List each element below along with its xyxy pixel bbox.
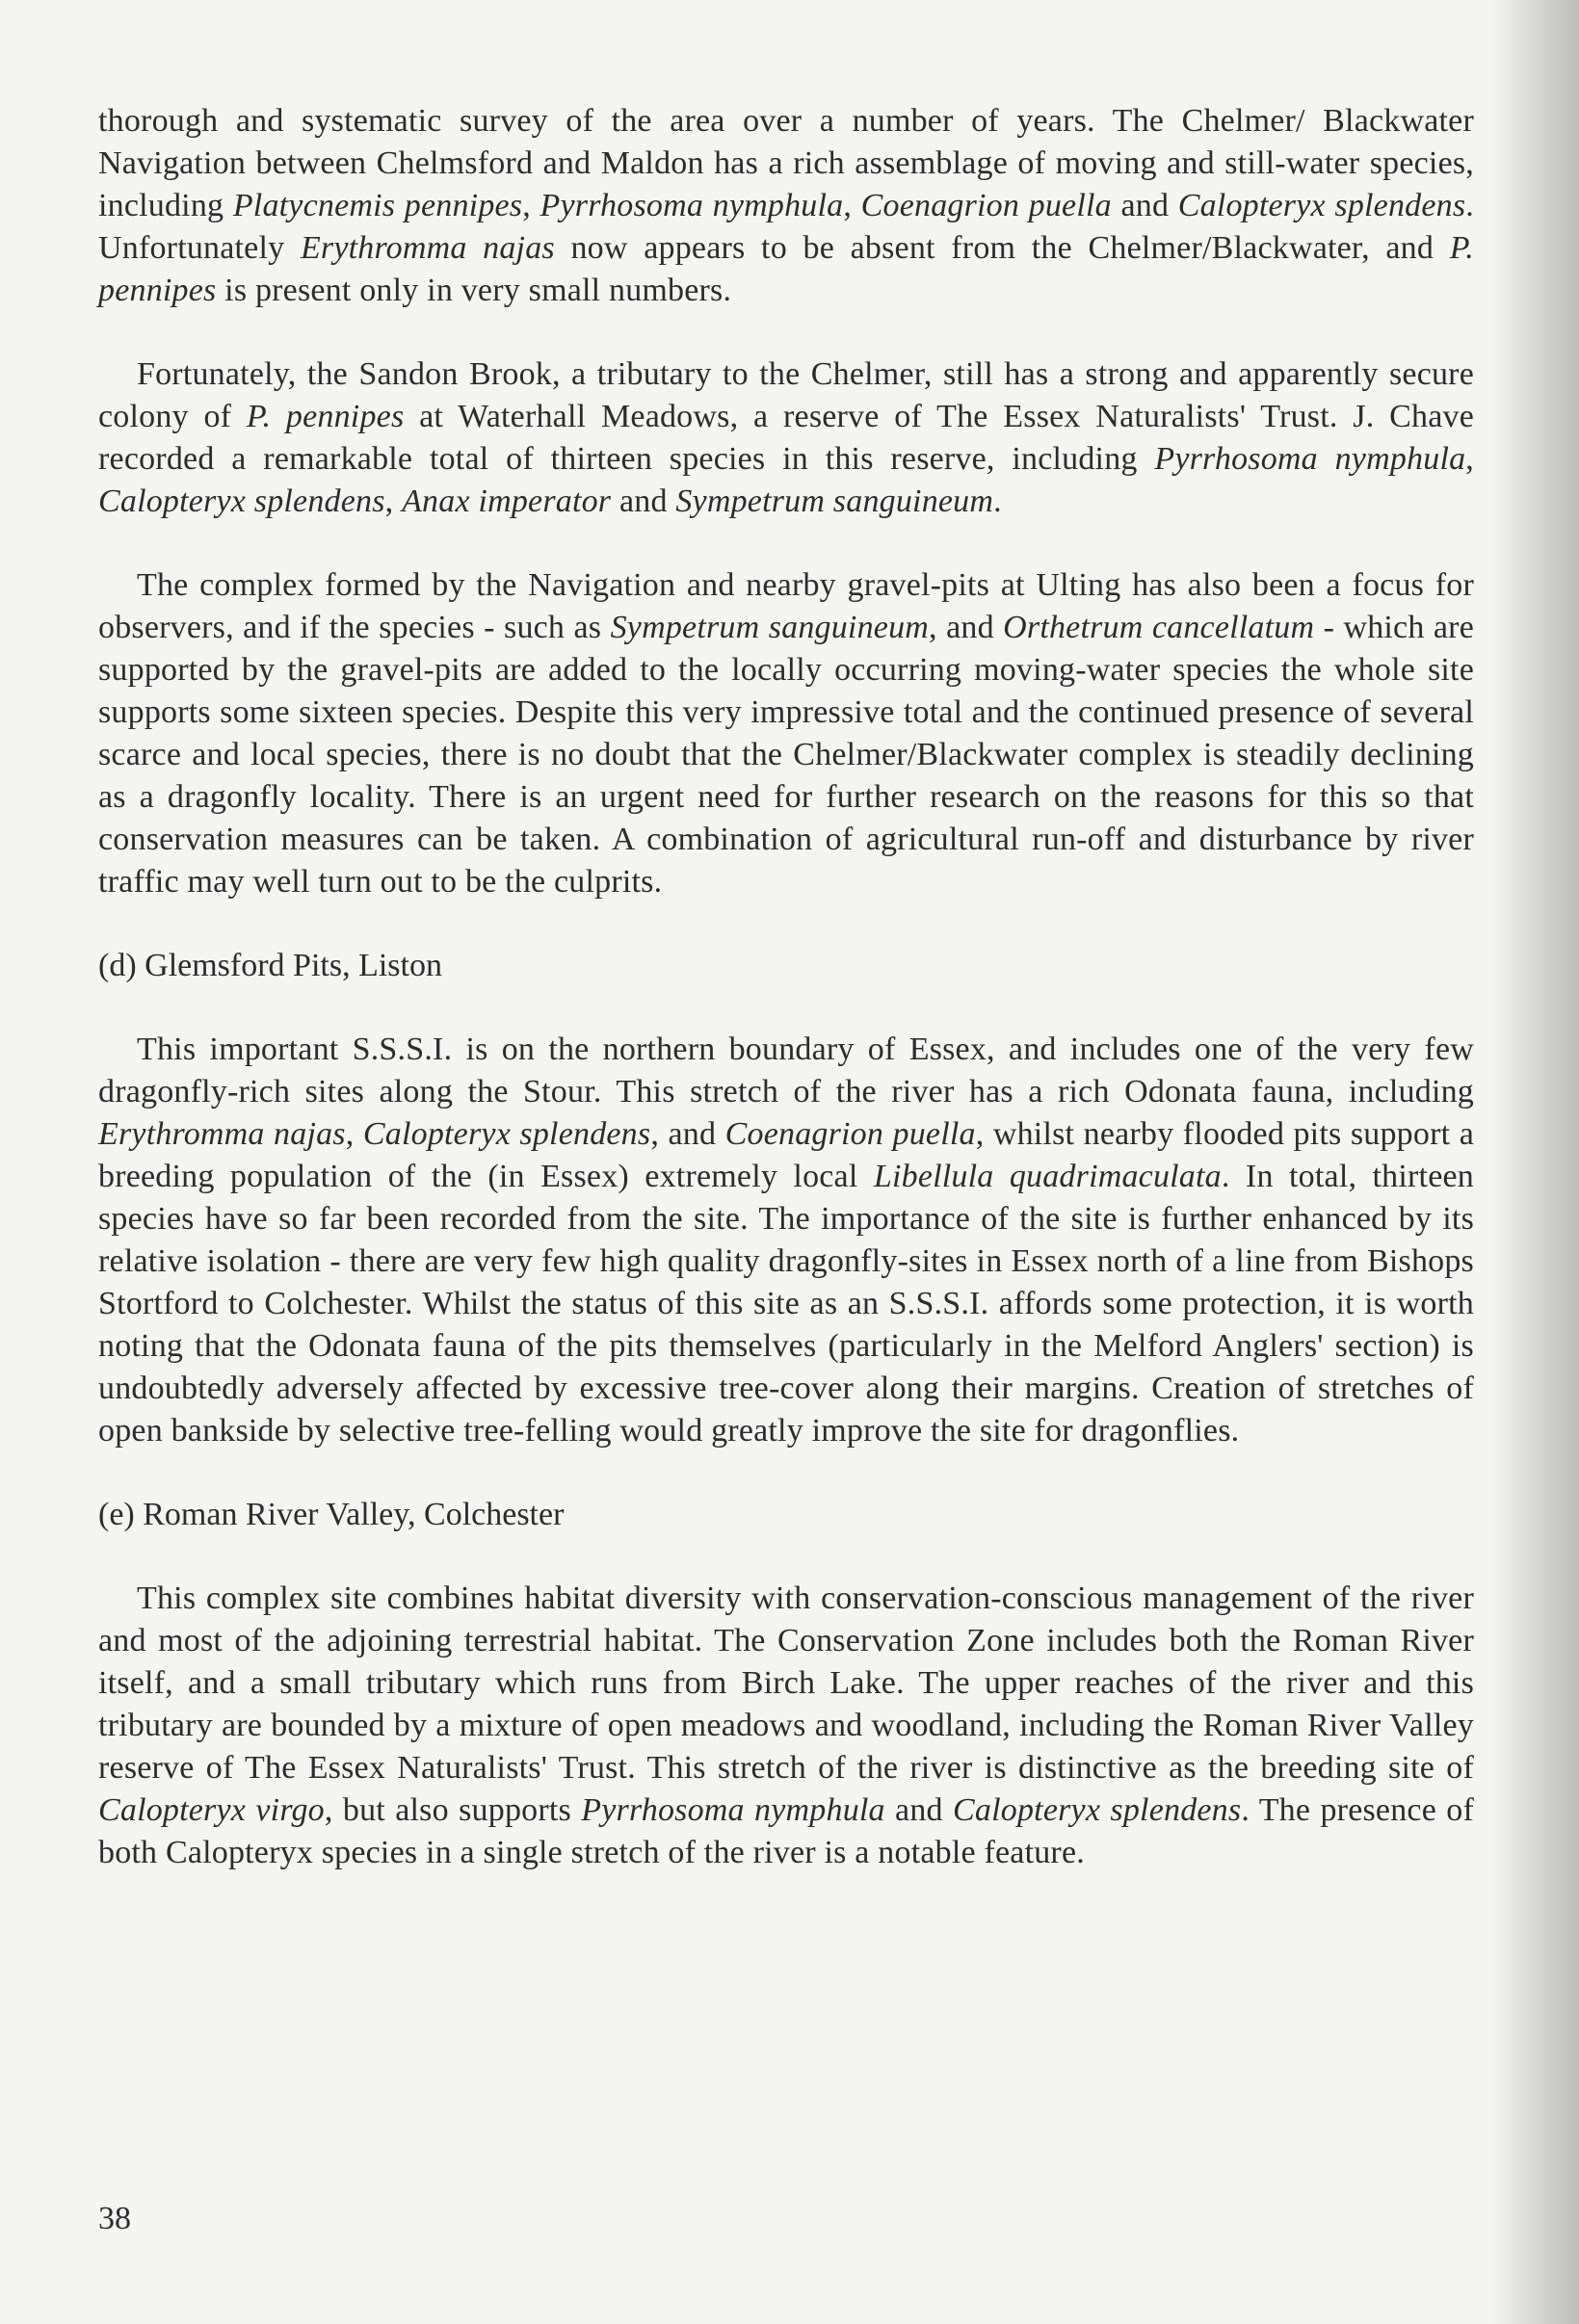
species-name: Platycnemis pennipes	[232, 188, 523, 223]
species-name: Coenagrion puella	[860, 188, 1112, 223]
page-body	[98, 100, 1474, 1874]
text-run: . Unfortunately	[98, 188, 1474, 266]
text-run: is present only in very small numbers.	[216, 273, 732, 308]
section-heading-glemsford: (d) Glemsford Pits, Liston	[98, 948, 442, 983]
text-run: ,	[1465, 441, 1474, 477]
text-run: Fortunately, the Sandon Brook, a tributary to the Chelmer, still has a strong and apparently secure colony of	[98, 356, 1474, 434]
text-run: This complex site combines habitat diversity with conservation-conscious management of the river and most of the adjoining terrestrial habitat. The Conservation Zone includes both the Roman River itself, and a small tributary which runs from Birch Lake. The upper reaches of the river and this tributary are bounded by a mixture of open meadows and woodland, including the Roman River Valley reserve of The Essex Naturalists' Trust. This stretch of the river is distinctive as the breeding site of	[98, 1580, 1474, 1786]
section-heading-roman-river: (e) Roman River Valley, Colchester	[98, 1497, 565, 1532]
species-name: Coenagrion puella	[724, 1116, 976, 1152]
text-run: ,	[843, 188, 861, 223]
species-name: Calopteryx splendens	[98, 483, 385, 519]
species-name: Calopteryx splendens	[953, 1792, 1242, 1828]
species-name: P. pennipes	[98, 230, 1474, 308]
species-name: Sympetrum sanguineum	[675, 483, 994, 519]
paragraph-chelmer-blackwater	[98, 100, 1474, 312]
text-run: ,	[522, 188, 540, 223]
text-run: . In total, thirteen species have so far been recorded from the site. The importance of the site is further enhanced by its relative isolation - there are very few high quality dragonfly-sites in Essex north of a line from Bishops Stortford to Colchester. Whilst the status of this site as an S.S.S.I. affords some protection, it is worth noting that the Odonata fauna of the pits themselves (particularly in the Melford Anglers' section) is undoubtedly adversely affected by excessive tree-cover along their margins. Creation of stretches of open bankside by selective tree-felling would greatly improve the site for dragonflies.	[98, 1159, 1474, 1449]
text-run: , but also supports	[324, 1792, 582, 1828]
text-run: This important S.S.S.I. is on the northern boundary of Essex, and includes one of the very few dragonfly-rich sites along the Stour. This stretch of the river has a rich Odonata fauna, including	[98, 1031, 1474, 1110]
text-run: , whilst nearby flooded pits support a breeding population of the (in Essex) extremely local	[98, 1116, 1474, 1194]
text-run: ,	[345, 1116, 363, 1152]
text-run: , and	[929, 610, 1004, 645]
text-run: now appears to be absent from the Chelmer/Blackwater, and	[554, 230, 1450, 266]
text-run: thorough and systematic survey of the area over a number of years. The Chelmer/ Blackwater Navigation between Chelmsford and Maldon has a rich assemblage of moving and still-water species, including	[98, 103, 1474, 223]
species-name: Calopteryx virgo	[98, 1792, 325, 1828]
species-name: Calopteryx splendens	[362, 1116, 651, 1152]
text-run: .	[993, 483, 1002, 519]
text-run: and	[884, 1792, 954, 1828]
species-name: Pyrrhosoma nymphula	[581, 1792, 885, 1828]
species-name: Sympetrum sanguineum	[610, 610, 930, 645]
text-run: ,	[384, 483, 403, 519]
paragraph-sandon-brook	[98, 353, 1474, 523]
page-number: 38	[98, 2201, 131, 2236]
text-run: . The presence of both Calopteryx species in a single stretch of the river is a notable feature.	[98, 1792, 1475, 1870]
paragraph-glemsford-pits	[98, 1029, 1474, 1452]
text-run: and	[611, 483, 676, 519]
species-name: Pyrrhosoma nymphula	[539, 188, 844, 223]
paragraph-roman-river	[98, 1578, 1474, 1874]
page-edge-shadow	[1492, 0, 1579, 2324]
species-name: Orthetrum cancellatum	[1003, 610, 1315, 645]
species-name: Erythromma najas	[98, 1116, 346, 1152]
text-run: , and	[650, 1116, 725, 1152]
paragraph-ulting-complex	[98, 564, 1474, 903]
text-run: at Waterhall Meadows, a reserve of The Essex Naturalists' Trust. J. Chave recorded a remarkable total of thirteen species in this reserve, including	[98, 399, 1474, 477]
species-name: Pyrrhosoma nymphula	[1154, 441, 1466, 477]
text-run: and	[1111, 188, 1178, 223]
species-name: Anax imperator	[402, 483, 612, 519]
species-name: Libellula quadrimaculata	[873, 1159, 1222, 1194]
species-name: Erythromma najas	[300, 230, 555, 266]
text-run: The complex formed by the Navigation and nearby gravel-pits at Ulting has also been a focus for observers, and if the species - such as	[98, 567, 1474, 645]
text-run: - which are supported by the gravel-pits are added to the locally occurring moving-water species the whole site supports some sixteen species. Despite this very impressive total and the continued presence of several scarce and local species, there is no doubt that the Chelmer/Blackwater complex is steadily declining as a dragonfly locality. There is an urgent need for further research on the reasons for this so that conservation measures can be taken. A combination of agricultural run-off and disturbance by river traffic may well turn out to be the culprits.	[98, 610, 1474, 900]
species-name: P. pennipes	[246, 399, 405, 434]
species-name: Calopteryx splendens	[1177, 188, 1466, 223]
